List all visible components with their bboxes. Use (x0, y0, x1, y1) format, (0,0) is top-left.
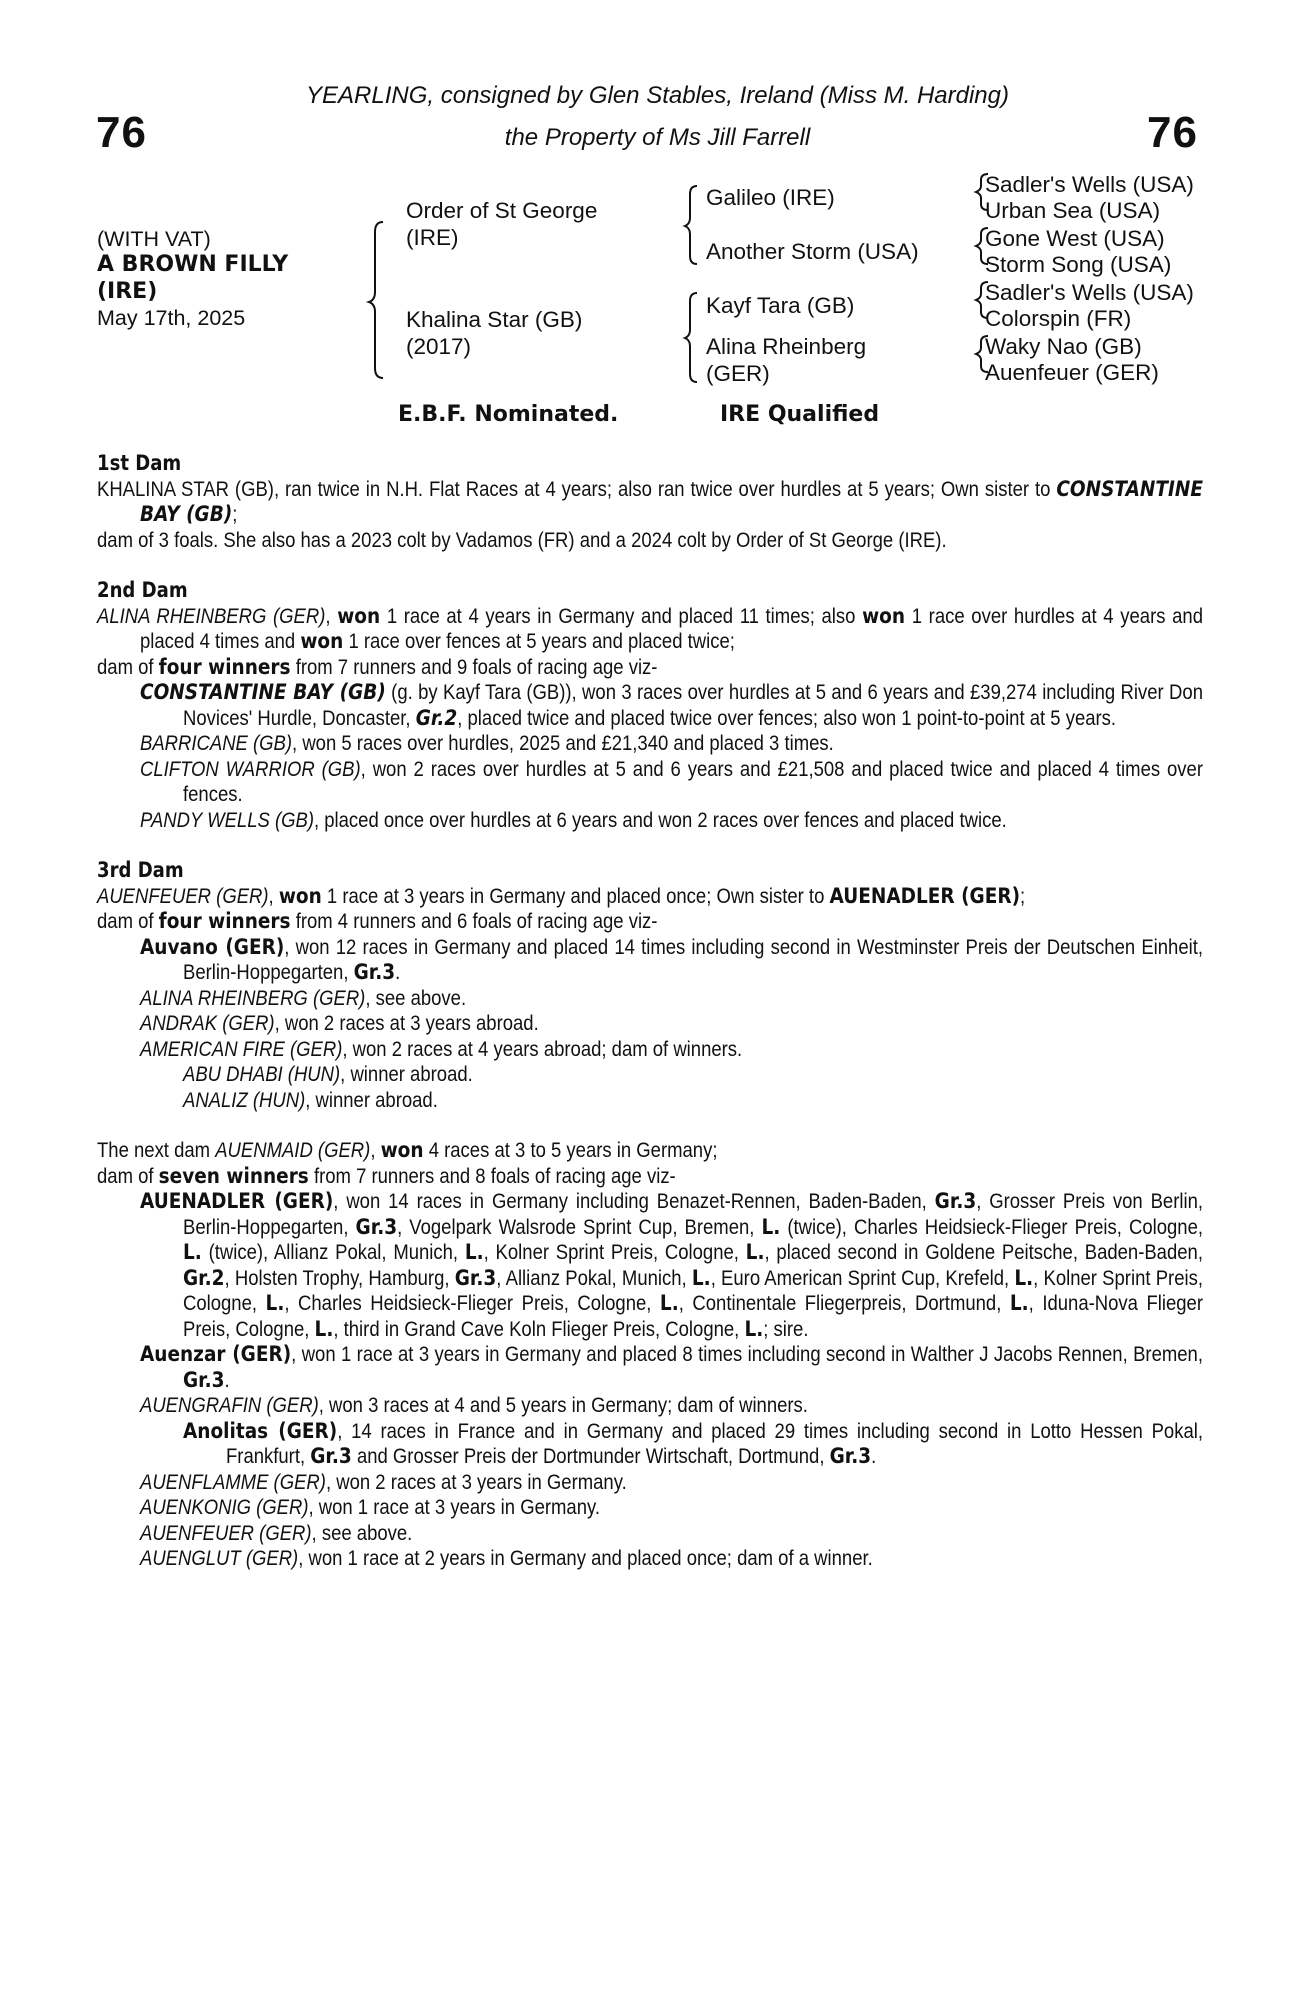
horse-name: Anolitas (GER) (183, 1418, 338, 1444)
text: ; sire. (763, 1316, 809, 1341)
next-dam-paragraph (97, 1138, 1203, 1164)
text: , won 3 races at 4 and 5 years in Germany; dam of winners. (318, 1393, 808, 1417)
third-dam-paragraph (97, 884, 1203, 910)
text: 1 race at 3 years in Germany and placed once; Own sister to (321, 883, 830, 908)
produce-auenfeuer (97, 1521, 1203, 1547)
grade-badge: L. (745, 1240, 765, 1265)
produce-auenkonig (97, 1495, 1203, 1521)
horse-name: ALINA RHEINBERG (GER) (97, 603, 326, 628)
text: , Kolner Sprint Preis, Cologne, (483, 1240, 746, 1264)
dam-name: Khalina Star (GB) (406, 307, 583, 332)
brace-gen2-sire (685, 186, 697, 264)
text: ; (1020, 883, 1026, 908)
g3-6: Colorspin (FR) (985, 306, 1132, 331)
text: . (871, 1444, 877, 1468)
second-dam-heading: 2nd Dam (97, 578, 188, 602)
first-dam-text: KHALINA STAR (GB), ran twice in N.H. Flat Races at 4 years; also ran twice over hurdles at 5 years; Own sister to (97, 476, 1057, 501)
produce-auenzar (97, 1342, 1203, 1393)
sire-country: (IRE) (406, 225, 459, 250)
produce-abu-dhabi (97, 1062, 1203, 1088)
text: , won 14 races in Germany including Benazet-Rennen, Baden-Baden, (333, 1189, 935, 1213)
grade-badge: Gr.3 (355, 1214, 398, 1240)
grade-badge: Gr.2 (415, 705, 458, 731)
horse-name: PANDY WELLS (GB) (140, 807, 314, 832)
won-keyword: won (380, 1138, 424, 1163)
text: , (325, 603, 338, 628)
vat-label: (WITH VAT) (97, 227, 211, 251)
grade-badge: Gr.3 (310, 1444, 352, 1469)
text: , placed second in Goldene Peitsche, Baden-Baden, (764, 1240, 1203, 1264)
produce-auenflamme (97, 1470, 1203, 1496)
dam-year: (2017) (406, 334, 472, 359)
catalogue-body (97, 451, 1203, 1572)
text: , won 2 races over hurdles at 5 and 6 years and £21,508 and placed twice and placed 4 times over fences. (183, 756, 1203, 806)
text: , won 1 race at 3 years in Germany and placed 8 times including second in Walther J Jacobs Rennen, Bremen, (291, 1342, 1203, 1366)
horse-name: ALINA RHEINBERG (GER) (140, 985, 366, 1010)
own-sister-name: CONSTANTINE BAY (GB) (140, 476, 1203, 527)
text: dam of (97, 1163, 159, 1188)
produce-barricane (97, 731, 1203, 757)
horse-name: BARRICANE (GB) (140, 731, 293, 755)
lot-number-right: 76 (1147, 108, 1198, 157)
produce-auvano (97, 935, 1203, 986)
horse-name: CLIFTON WARRIOR (GB) (140, 756, 361, 781)
horse-description: A BROWN FILLY (97, 252, 289, 277)
grade-badge: Gr.3 (934, 1189, 977, 1214)
grade-badge: L. (691, 1265, 711, 1291)
horse-name: Auvano (GER) (140, 934, 285, 960)
g3-3: Gone West (USA) (985, 226, 1165, 251)
grade-badge: L. (314, 1316, 334, 1342)
text: , won 2 races at 4 years abroad; dam of winners. (342, 1036, 743, 1061)
produce-andrak (97, 1011, 1203, 1037)
grade-badge: Gr.3 (829, 1444, 872, 1469)
horse-name: ABU DHABI (HUN) (183, 1062, 341, 1086)
text: from 7 runners and 9 foals of racing age viz- (290, 654, 658, 679)
text: , Continentale Fliegerpreis, Dortmund, (678, 1291, 1010, 1315)
produce-auenglut (97, 1546, 1203, 1572)
text: , see above. (311, 1520, 413, 1545)
text: , won 12 races in Germany and placed 14 times including second in Westminster Preis der Deutschen Einheit, Berlin-Hoppegarten, (183, 934, 1203, 984)
text: dam of (97, 654, 159, 679)
horse-name: AUENKONIG (GER) (140, 1495, 309, 1519)
produce-clifton-warrior (97, 757, 1203, 808)
text: , Vogelpark Walsrode Sprint Cup, Bremen, (397, 1214, 762, 1239)
sire-name: Order of St George (406, 198, 598, 223)
horse-name: AUENFEUER (GER) (140, 1520, 312, 1545)
grade-badge: L. (744, 1316, 764, 1342)
text: (twice), Allianz Pokal, Munich, (201, 1240, 465, 1264)
next-dam-produce-summary (97, 1164, 1203, 1190)
grade-badge: L. (659, 1291, 679, 1316)
text: , (268, 883, 279, 908)
text: 1 race over hurdles at 4 years and placed 4 times and (140, 603, 1203, 653)
text: , 14 races in France and in Germany and placed 29 times including second in Lotto Hessen Pokal, Frankfurt, (226, 1418, 1203, 1468)
ebf-nominated: E.B.F. Nominated. (398, 402, 619, 427)
text: dam of (97, 909, 159, 933)
horse-name: CONSTANTINE BAY (GB) (140, 680, 386, 705)
winners-count: four winners (158, 909, 291, 934)
text: , placed twice and placed twice over fences; also won 1 point-to-point at 5 years. (457, 705, 1117, 730)
grade-badge: L. (183, 1240, 202, 1265)
text: , won 1 race at 3 years in Germany. (308, 1495, 601, 1519)
grade-badge: L. (1014, 1265, 1034, 1291)
text: , (370, 1138, 381, 1162)
second-dam-produce-summary (97, 655, 1203, 681)
third-dam-produce-summary (97, 909, 1203, 935)
text: , won 2 races at 3 years in Germany. (325, 1469, 627, 1494)
won-keyword: won (862, 603, 906, 629)
foaling-date: May 17th, 2025 (97, 306, 246, 330)
grade-badge: L. (761, 1214, 781, 1240)
punctuation: ; (232, 502, 238, 526)
horse-name: AUENFEUER (GER) (97, 883, 269, 908)
produce-pandy-wells (97, 808, 1203, 834)
text: from 7 runners and 8 foals of racing age viz- (308, 1163, 676, 1188)
horse-name: AUENFLAMME (GER) (140, 1469, 326, 1494)
grade-badge: Gr.3 (183, 1367, 225, 1393)
text: . (395, 960, 401, 984)
text: , winner abroad. (305, 1087, 438, 1112)
third-dam-heading: 3rd Dam (97, 858, 184, 882)
ire-qualified: IRE Qualified (720, 402, 880, 427)
produce-auengrafin (97, 1393, 1203, 1419)
sibling-name: AUENADLER (GER) (829, 883, 1021, 909)
text: , won 2 races at 3 years abroad. (274, 1011, 539, 1035)
won-keyword: won (278, 883, 322, 909)
text: , placed once over hurdles at 6 years and won 2 races over fences and placed twice. (313, 807, 1007, 832)
horse-country: (IRE) (97, 279, 158, 304)
brace-gen1 (369, 222, 383, 378)
sire-dam: Another Storm (USA) (706, 239, 919, 264)
grade-badge: L. (464, 1240, 484, 1265)
lot-number-left: 76 (96, 108, 147, 157)
text: from 4 runners and 6 foals of racing age viz- (290, 909, 658, 933)
text: , Euro American Sprint Cup, Krefeld, (710, 1265, 1015, 1290)
text: , Kolner Sprint Preis, Cologne, (183, 1265, 1203, 1315)
consignor-line: YEARLING, consigned by Glen Stables, Ireland (Miss M. Harding) (306, 82, 1009, 109)
produce-constantine-bay (97, 680, 1203, 731)
text: . (224, 1367, 230, 1392)
g3-7: Waky Nao (GB) (985, 334, 1142, 359)
sire-sire: Galileo (IRE) (706, 185, 835, 210)
winners-count: four winners (158, 654, 291, 680)
text: , Iduna-Nova Flieger Preis, Cologne, (183, 1291, 1203, 1341)
produce-auenadler (97, 1189, 1203, 1342)
text: , see above. (365, 985, 467, 1010)
first-dam-produce: dam of 3 foals. She also has a 2023 colt by Vadamos (FR) and a 2024 colt by Order of St George (IRE). (97, 527, 947, 552)
horse-name: AUENMAID (GER) (215, 1138, 371, 1162)
horse-name: AUENGRAFIN (GER) (140, 1393, 319, 1417)
produce-analiz (97, 1088, 1203, 1114)
brace-gen2-dam (685, 293, 697, 382)
g3-1: Sadler's Wells (USA) (985, 172, 1194, 197)
horse-name: ANALIZ (HUN) (183, 1087, 306, 1112)
won-keyword: won (300, 629, 344, 654)
text: , Charles Heidsieck-Flieger Preis, Cologne, (284, 1291, 660, 1315)
horse-name: AUENGLUT (GER) (140, 1546, 299, 1570)
winners-count: seven winners (158, 1163, 309, 1189)
text: , Allianz Pokal, Munich, (496, 1265, 692, 1290)
horse-name: AMERICAN FIRE (GER) (140, 1036, 343, 1061)
dam-sire: Kayf Tara (GB) (706, 293, 855, 318)
text: , Grosser Preis von Berlin, Berlin-Hoppegarten, (183, 1189, 1204, 1239)
text: , Holsten Trophy, Hamburg, (224, 1265, 455, 1290)
g3-8: Auenfeuer (GER) (985, 360, 1159, 385)
horse-name: Auenzar (GER) (140, 1342, 292, 1367)
g3-4: Storm Song (USA) (985, 252, 1172, 277)
grade-badge: Gr.3 (353, 960, 396, 985)
text: , won 5 races over hurdles, 2025 and £21,340 and placed 3 times. (292, 731, 834, 755)
horse-name: AUENADLER (GER) (140, 1189, 334, 1214)
grade-badge: Gr.3 (454, 1265, 497, 1291)
first-dam-paragraph (97, 477, 1203, 528)
text: 1 race at 4 years in Germany and placed 11 times; also (380, 603, 863, 628)
text: , winner abroad. (340, 1062, 473, 1086)
text: The next dam (97, 1138, 216, 1162)
horse-name: ANDRAK (GER) (140, 1011, 275, 1035)
text: , third in Grand Cave Koln Flieger Preis, Cologne, (333, 1316, 745, 1341)
grade-badge: Gr.2 (183, 1265, 225, 1291)
produce-anolitas (97, 1419, 1203, 1470)
grade-badge: L. (1009, 1291, 1029, 1316)
won-keyword: won (337, 603, 381, 629)
g3-5: Sadler's Wells (USA) (985, 280, 1194, 305)
text: (g. by Kayf Tara (GB)), won 3 races over hurdles at 5 and 6 years and £39,274 including River Don Novices' Hurdle, Doncaster, (183, 680, 1203, 730)
grade-badge: L. (265, 1291, 285, 1316)
text: , won 1 race at 2 years in Germany and placed once; dam of a winner. (298, 1546, 873, 1570)
text: 1 race over fences at 5 years and placed twice; (343, 629, 735, 653)
second-dam-paragraph (97, 604, 1203, 655)
dam-dam-name: Alina Rheinberg (706, 334, 867, 359)
text: (twice), Charles Heidsieck-Flieger Preis, Cologne, (780, 1214, 1203, 1239)
g3-2: Urban Sea (USA) (985, 198, 1161, 223)
text: 4 races at 3 to 5 years in Germany; (423, 1138, 718, 1162)
dam-dam-country: (GER) (706, 361, 770, 386)
produce-american-fire (97, 1037, 1203, 1063)
property-line: the Property of Ms Jill Farrell (504, 124, 811, 151)
first-dam-heading: 1st Dam (97, 451, 182, 475)
text: and Grosser Preis der Dortmunder Wirtschaft, Dortmund, (351, 1444, 830, 1468)
produce-alina-rheinberg (97, 986, 1203, 1012)
